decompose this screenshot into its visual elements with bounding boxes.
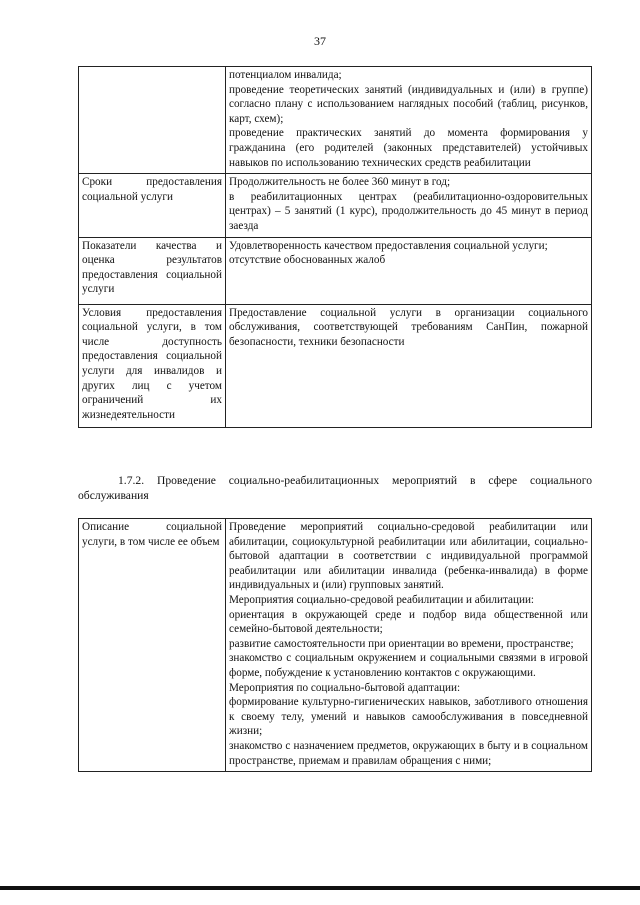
content-line: Проведение мероприятий социально-средовой реабилитации или абилитации, социокультурной реабилитации или абилитации, социально-бытовой адаптации в соответствии с индивидуальной программой реабилитации или абилитации инвалида (ребенка-инвалида) в форме индивидуальных и (или) групповых занятий.	[229, 521, 588, 592]
row-label: Описание социальной услуги, в том числе ее объем	[79, 519, 226, 772]
row-content	[226, 519, 592, 772]
content-line: Мероприятия социально-средовой реабилитации и абилитации:	[229, 593, 535, 606]
row-content	[226, 304, 592, 427]
content-line: проведение теоретических занятий (индивидуальных и (или) в группе) согласно плану с использованием наглядных пособий (таблиц, рисунков, карт, схем);	[229, 83, 588, 125]
table-row	[79, 304, 592, 427]
content-line: отсутствие обоснованных жалоб	[229, 254, 386, 267]
row-content	[226, 237, 592, 304]
row-label: Условия предоставления социальной услуги, в том числе доступность предоставления социальной услуги для инвалидов и других лиц с учетом ограничений их жизнедеятельности	[79, 304, 226, 427]
content-line: ориентация в окружающей среде и подбор вида общественной или семейно-бытовой деятельности;	[229, 608, 588, 636]
row-label	[79, 67, 226, 174]
content-line: знакомство с социальным окружением и социальными связями в игровой форме, побуждение к установлению контактов с окружающими.	[229, 652, 588, 679]
content-line: Продолжительность не более 360 минут в год;	[229, 176, 451, 189]
content-line: потенциалом инвалида;	[229, 69, 342, 81]
content-line: проведение практических занятий до момента формирования у гражданина (его родителей (законных представителей) устойчивых навыков по использованию технических средств реабилитации	[229, 127, 588, 169]
table-row	[79, 67, 592, 174]
content-line: Предоставление социальной услуги в организации социального обслуживания, соответствующей требованиям СанПин, пожарной безопасности, техники безопасности	[229, 306, 588, 348]
table-row	[79, 519, 592, 772]
section-heading-text: 1.7.2. Проведение социально-реабилитационных мероприятий в сфере социального обслуживания	[78, 474, 592, 502]
content-line: Мероприятия по социально-бытовой адаптации:	[229, 681, 461, 694]
content-line: в реабилитационных центрах (реабилитационно-оздоровительных центрах) – 5 занятий (1 курс), продолжительность до 45 минут в период заезда	[229, 190, 588, 232]
row-content	[226, 174, 592, 237]
table-row	[79, 174, 592, 237]
content-line: формирование культурно-гигиенических навыков, заботливого отношения к своему телу, умений и навыков самообслуживания в повседневной жизни;	[229, 696, 588, 738]
row-label: Сроки предоставления социальной услуги	[79, 174, 226, 237]
table-row	[79, 237, 592, 304]
content-line: знакомство с назначением предметов, окружающих в быту и в социальном пространстве, приемам и правилам обращения с ними;	[229, 739, 588, 767]
page-number: 37	[314, 34, 326, 48]
row-label: Показатели качества и оценка результатов предоставления социальной услуги	[79, 237, 226, 304]
content-line: Удовлетворенность качеством предоставления социальной услуги;	[229, 239, 548, 252]
section-heading	[78, 473, 592, 503]
service-description-table	[78, 518, 592, 772]
service-table-continued	[78, 66, 592, 428]
row-content	[226, 67, 592, 174]
bottom-border-rule	[0, 886, 640, 890]
content-line: развитие самостоятельности при ориентации во времени, пространстве;	[229, 637, 574, 650]
